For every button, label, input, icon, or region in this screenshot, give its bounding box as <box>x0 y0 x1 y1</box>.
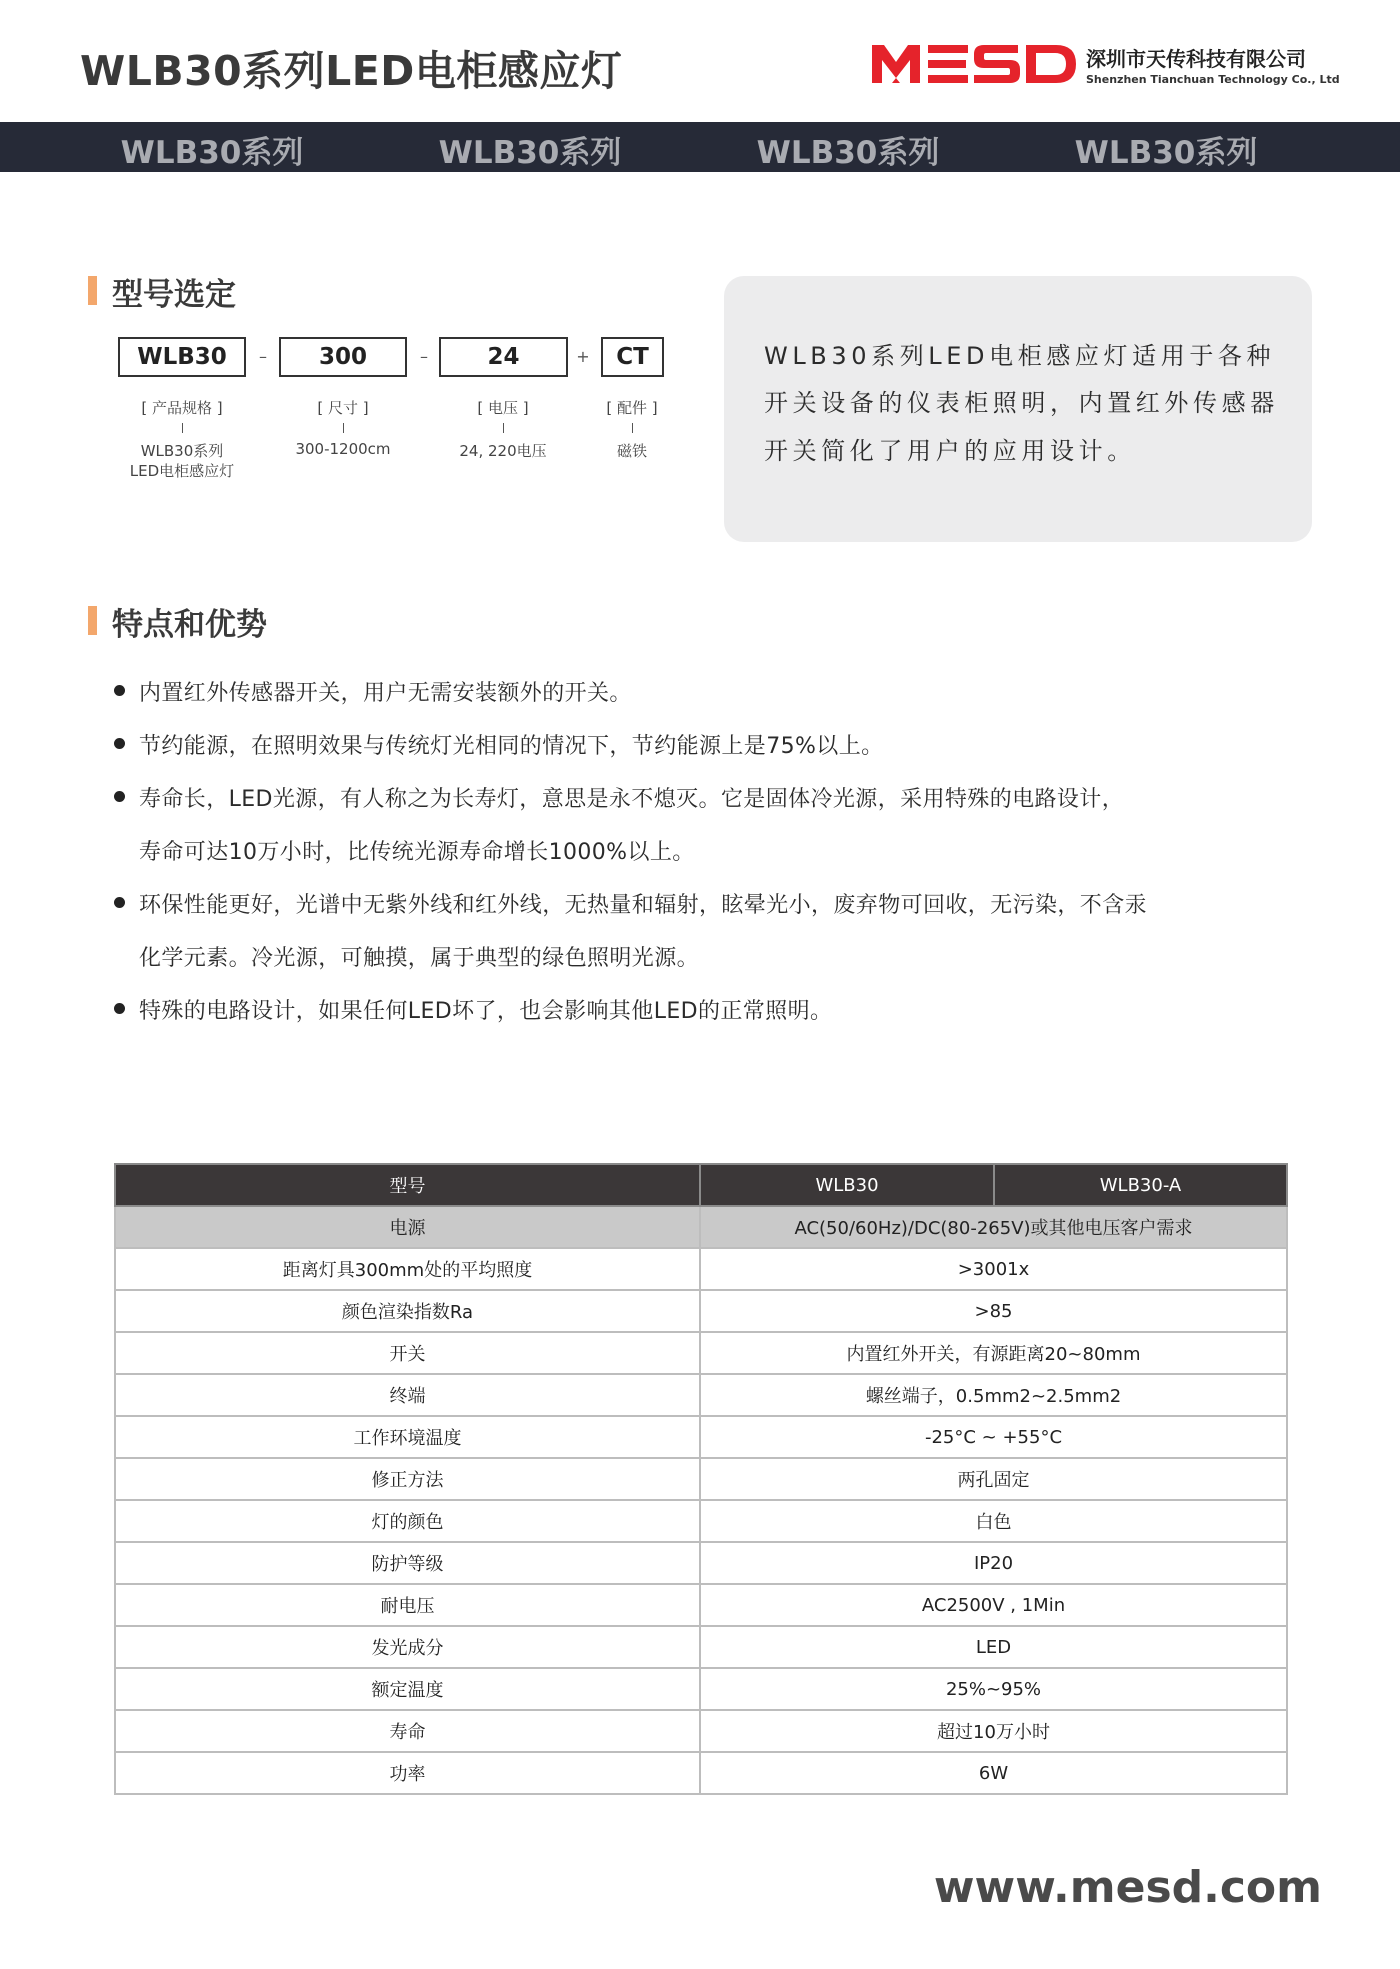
table-row <box>115 1542 1287 1584</box>
table-row-value: AC(50/60Hz)/DC(80-265V)或其他电压客户需求 <box>700 1206 1287 1248</box>
feature-line: 寿命长，LED光源，有人称之为长寿灯，意思是永不熄灭。它是固体冷光源，采用特殊的电路设计， <box>139 787 1125 812</box>
feature-line-continuation: 化学元素。冷光源，可触摸，属于典型的绿色照明光源。 <box>139 946 700 971</box>
model-desc: 300-1200cm <box>295 440 391 458</box>
model-code-box: CT <box>601 337 664 377</box>
section-marker <box>88 606 97 635</box>
section-marker <box>88 276 97 305</box>
table-row-value: 内置红外开关，有源距离20~80mm <box>700 1332 1287 1374</box>
table-row-label: 额定温度 <box>115 1668 700 1710</box>
bullet-icon <box>114 897 125 908</box>
model-code-box: WLB30 <box>118 337 246 377</box>
table-header-cell: 型号 <box>115 1164 700 1206</box>
description-line: WLB30系列LED电柜感应灯适用于各种 <box>764 342 1276 370</box>
table-row-label: 电源 <box>115 1206 700 1248</box>
table-row <box>115 1416 1287 1458</box>
table-row <box>115 1332 1287 1374</box>
table-row-value: AC2500V , 1Min <box>700 1584 1287 1626</box>
table-row-value: 25%~95% <box>700 1668 1287 1710</box>
company-name-en: Shenzhen Tianchuan Technology Co., Ltd <box>1086 73 1340 86</box>
table-row-value: -25°C ~ +55°C <box>700 1416 1287 1458</box>
band-item: WLB30系列 <box>1074 135 1258 171</box>
table-row-label: 功率 <box>115 1752 700 1794</box>
band-item: WLB30系列 <box>756 135 940 171</box>
feature-line: 节约能源，在照明效果与传统灯光相同的情况下，节约能源上是75%以上。 <box>139 734 884 759</box>
table-row-label: 开关 <box>115 1332 700 1374</box>
table-row-value: 螺丝端子，0.5mm2~2.5mm2 <box>700 1374 1287 1416</box>
page-title: WLB30系列LED电柜感应灯 <box>80 47 623 95</box>
table-row <box>115 1626 1287 1668</box>
model-tick <box>632 423 633 433</box>
bullet-icon <box>114 1003 125 1014</box>
spec-table <box>114 1163 1288 1795</box>
table-row <box>115 1206 1287 1248</box>
model-category: [ 尺寸 ] <box>317 399 369 417</box>
table-row-value: 超过10万小时 <box>700 1710 1287 1752</box>
model-separator: – <box>420 347 428 366</box>
section-title-model: 型号选定 <box>112 277 236 313</box>
company-name-cn: 深圳市天传科技有限公司 <box>1086 47 1306 71</box>
mesd-logo-icon <box>870 42 1078 84</box>
website-link[interactable]: www.mesd.com <box>933 1862 1322 1913</box>
table-row-label: 寿命 <box>115 1710 700 1752</box>
model-category: [ 配件 ] <box>606 399 658 417</box>
table-row-label: 发光成分 <box>115 1626 700 1668</box>
model-desc: WLB30系列 <box>140 442 224 460</box>
feature-line: 内置红外传感器开关，用户无需安装额外的开关。 <box>139 681 632 706</box>
table-row-value: 两孔固定 <box>700 1458 1287 1500</box>
table-row-value: IP20 <box>700 1542 1287 1584</box>
table-row-label: 工作环境温度 <box>115 1416 700 1458</box>
table-row <box>115 1668 1287 1710</box>
model-category: [ 产品规格 ] <box>141 399 223 417</box>
table-row <box>115 1500 1287 1542</box>
feature-line-continuation: 寿命可达10万小时，比传统光源寿命增长1000%以上。 <box>139 840 695 865</box>
company-logo <box>870 42 1390 94</box>
band-item: WLB30系列 <box>438 135 622 171</box>
table-header-cell: WLB30 <box>700 1164 994 1206</box>
bullet-icon <box>114 738 125 749</box>
table-row-label: 耐电压 <box>115 1584 700 1626</box>
series-band <box>0 122 1400 172</box>
table-row <box>115 1374 1287 1416</box>
table-row <box>115 1290 1287 1332</box>
table-row-label: 灯的颜色 <box>115 1500 700 1542</box>
table-row-label: 防护等级 <box>115 1542 700 1584</box>
table-row-value: >3001x <box>700 1248 1287 1290</box>
table-row <box>115 1710 1287 1752</box>
table-row-value: LED <box>700 1626 1287 1668</box>
model-tick <box>182 423 183 433</box>
model-separator: – <box>259 347 267 366</box>
description-line: 开关设备的仪表柜照明，内置红外传感器 <box>764 389 1279 417</box>
table-row-label: 颜色渲染指数Ra <box>115 1290 700 1332</box>
model-desc: 24, 220电压 <box>459 442 547 460</box>
table-row-label: 修正方法 <box>115 1458 700 1500</box>
table-row-value: >85 <box>700 1290 1287 1332</box>
table-row-label: 距离灯具300mm处的平均照度 <box>115 1248 700 1290</box>
table-row-value: 白色 <box>700 1500 1287 1542</box>
bullet-icon <box>114 685 125 696</box>
bullet-icon <box>114 791 125 802</box>
table-header-cell: WLB30-A <box>994 1164 1287 1206</box>
table-row-value: 6W <box>700 1752 1287 1794</box>
model-desc: LED电柜感应灯 <box>129 462 235 480</box>
model-code-box: 300 <box>279 337 407 377</box>
table-row <box>115 1752 1287 1794</box>
description-line: 开关简化了用户的应用设计。 <box>764 437 1136 465</box>
band-item: WLB30系列 <box>120 135 304 171</box>
model-tick <box>343 423 344 433</box>
model-code-box: 24 <box>439 337 568 377</box>
table-row <box>115 1584 1287 1626</box>
section-title-features: 特点和优势 <box>112 607 267 643</box>
feature-line: 特殊的电路设计，如果任何LED坏了，也会影响其他LED的正常照明。 <box>139 999 833 1024</box>
table-row <box>115 1458 1287 1500</box>
table-row-label: 终端 <box>115 1374 700 1416</box>
model-desc: 磁铁 <box>616 442 647 460</box>
feature-line: 环保性能更好，光谱中无紫外线和红外线，无热量和辐射，眩晕光小，废弃物可回收，无污染，不含汞 <box>139 893 1148 918</box>
table-row <box>115 1248 1287 1290</box>
model-separator: + <box>576 347 590 366</box>
table-header-row <box>115 1164 1287 1206</box>
model-tick <box>503 423 504 433</box>
description-card <box>724 276 1312 542</box>
model-category: [ 电压 ] <box>477 399 529 417</box>
